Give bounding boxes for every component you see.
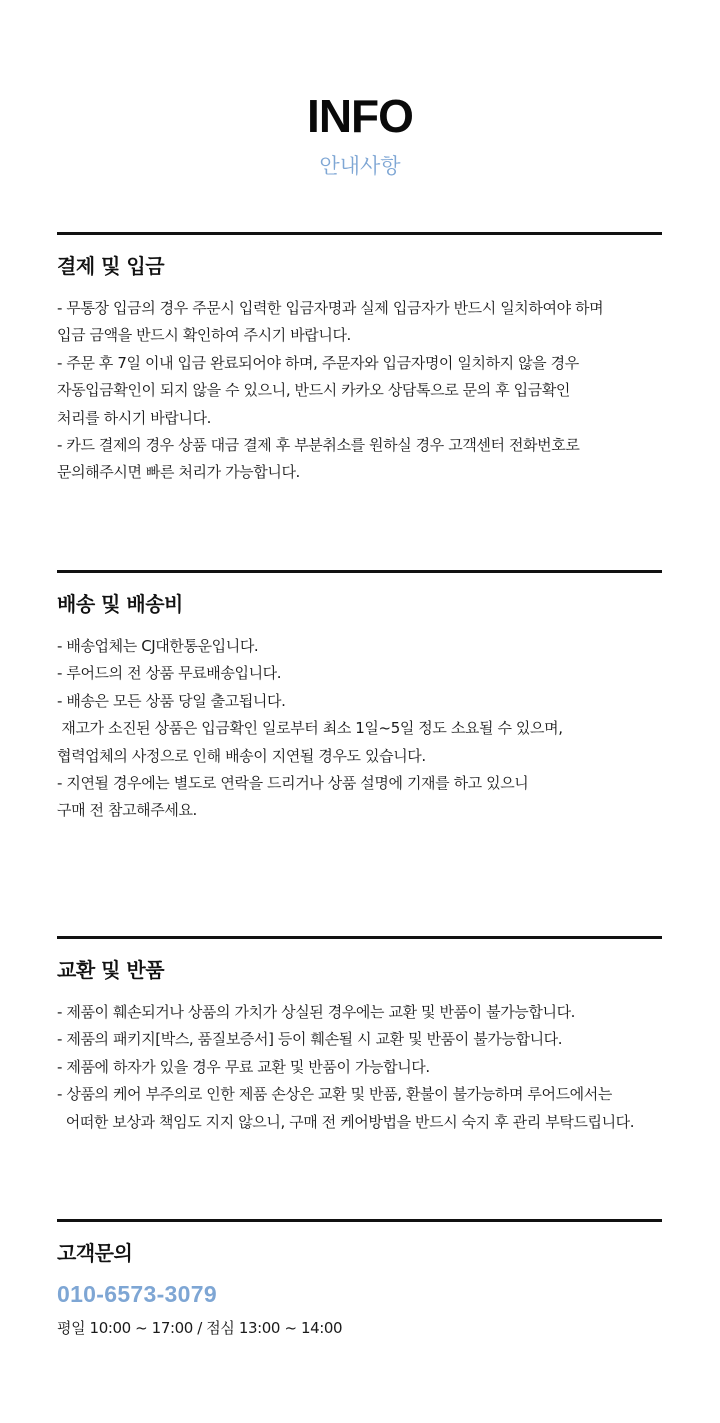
payment-section bbox=[57, 232, 662, 487]
exchange-notice-list bbox=[57, 999, 662, 1136]
page-title: INFO bbox=[307, 90, 413, 142]
notice-line: - 제품에 하자가 있을 경우 무료 교환 및 반품이 가능합니다. bbox=[57, 1057, 430, 1076]
notice-line: - 제품의 패키지[박스, 품질보증서] 등이 훼손될 시 교환 및 반품이 불가능합니다. bbox=[57, 1030, 563, 1049]
notice-line: 입금 금액을 반드시 확인하여 주시기 바랍니다. bbox=[57, 326, 351, 345]
shipping-notice-list bbox=[57, 633, 662, 825]
shipping-section-title: 배송 및 배송비 bbox=[57, 592, 183, 616]
notice-line: 재고가 소진된 상품은 입금확인 일로부터 최소 1일~5일 정도 소요될 수 있으며, bbox=[57, 719, 563, 738]
page-header bbox=[0, 88, 720, 180]
business-hours: 평일 10:00 ~ 17:00 / 점심 13:00 ~ 14:00 bbox=[57, 1319, 343, 1337]
notice-line: 문의해주시면 빠른 처리가 가능합니다. bbox=[57, 463, 300, 482]
notice-line: - 지연될 경우에는 별도로 연락을 드리거나 상품 설명에 기재를 하고 있으니 bbox=[57, 774, 529, 793]
notice-line: - 주문 후 7일 이내 입금 완료되어야 하며, 주문자와 입금자명이 일치하지 않을 경우 bbox=[57, 353, 579, 372]
notice-line: 어떠한 보상과 책임도 지지 않으니, 구매 전 케어방법을 반드시 숙지 후 관리 부탁드립니다. bbox=[57, 1112, 635, 1131]
notice-line: - 무통장 입금의 경우 주문시 입력한 입금자명과 실제 입금자가 반드시 일치하여야 하며 bbox=[57, 299, 604, 317]
notice-line: 처리를 하시기 바랍니다. bbox=[57, 408, 212, 427]
notice-line: 자동입금확인이 되지 않을 수 있으니, 반드시 카카오 상담톡으로 문의 후 입금확인 bbox=[57, 381, 571, 400]
contact-phone-number[interactable]: 010-6573-3079 bbox=[57, 1281, 217, 1307]
exchange-section bbox=[57, 936, 662, 1136]
notice-line: - 상품의 케어 부주의로 인한 제품 손상은 교환 및 반품, 환불이 불가능하며 루어드에서는 bbox=[57, 1085, 612, 1104]
payment-notice-list bbox=[57, 295, 662, 487]
notice-line: 구매 전 참고해주세요. bbox=[57, 801, 197, 820]
notice-line: - 루어드의 전 상품 무료배송입니다. bbox=[57, 664, 282, 683]
contact-section-title: 고객문의 bbox=[57, 1241, 133, 1265]
payment-section-title: 결제 및 입금 bbox=[57, 254, 165, 278]
notice-line: - 배송업체는 CJ대한통운입니다. bbox=[57, 637, 259, 655]
page-subtitle: 안내사항 bbox=[319, 154, 401, 178]
notice-line: - 카드 결제의 경우 상품 대금 결제 후 부분취소를 원하실 경우 고객센터 전화번호로 bbox=[57, 436, 580, 455]
exchange-section-title: 교환 및 반품 bbox=[57, 958, 165, 982]
notice-line: - 배송은 모든 상품 당일 출고됩니다. bbox=[57, 691, 286, 710]
contact-section bbox=[57, 1219, 662, 1340]
notice-line: - 제품이 훼손되거나 상품의 가치가 상실된 경우에는 교환 및 반품이 불가능합니다. bbox=[57, 1003, 576, 1021]
notice-line: 협력업체의 사정으로 인해 배송이 지연될 경우도 있습니다. bbox=[57, 746, 426, 765]
shipping-section bbox=[57, 570, 662, 825]
